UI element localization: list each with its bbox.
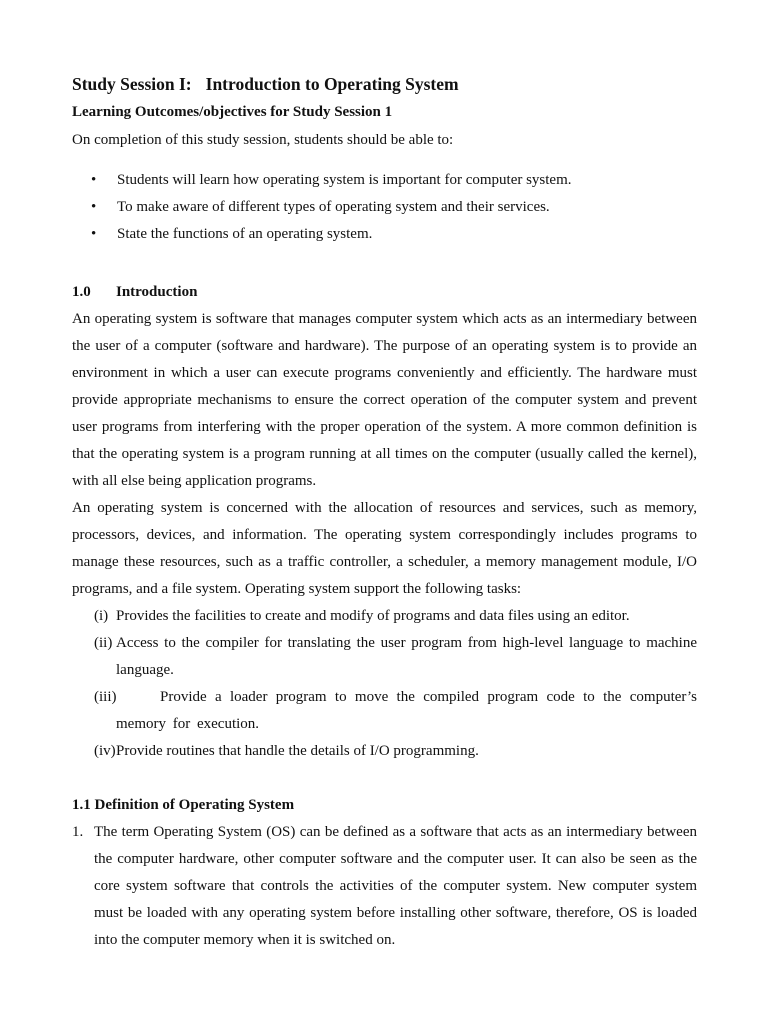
- list-item: [72, 630, 697, 684]
- bullet-icon: •: [91, 172, 97, 188]
- list-item: [72, 167, 697, 194]
- item-number: (iii): [94, 689, 117, 705]
- item-text: Provide a loader program to move the compiled program code to the computer’s memory for execution.: [116, 689, 697, 732]
- outcome-text: Students will learn how operating system is important for computer system.: [117, 172, 572, 188]
- item-number: 1.: [72, 824, 84, 840]
- item-number: (ii): [94, 635, 113, 651]
- bullet-icon: •: [91, 226, 97, 242]
- section-heading-definition: 1.1 Definition of Operating System: [72, 797, 295, 813]
- item-number: (iv): [94, 743, 116, 759]
- title-prefix: Study Session I:: [72, 74, 192, 94]
- document-page: [72, 72, 697, 954]
- definition-list: [72, 819, 697, 954]
- list-item: [72, 194, 697, 221]
- section-title: Introduction: [116, 284, 198, 300]
- list-item: [72, 603, 697, 630]
- item-text: Access to the compiler for translating the user program from high-level language to machine language.: [116, 635, 697, 678]
- item-text: The term Operating System (OS) can be defined as a software that acts as an intermediary between the computer hardware, other computer software and the computer user. It can also be seen as the core system software that controls the activities of the computer system. New computer system must be loaded with any operating system before installing other software, therefore, OS is loaded into the computer memory when it is switched on.: [94, 824, 697, 948]
- outcomes-list: [72, 167, 697, 248]
- tasks-list: [72, 603, 697, 765]
- title-main: Introduction to Operating System: [205, 74, 459, 94]
- section-heading-introduction: [72, 279, 697, 306]
- learning-outcomes-heading: Learning Outcomes/objectives for Study Session 1: [72, 104, 393, 120]
- list-item: [72, 819, 697, 954]
- bullet-icon: •: [91, 199, 97, 215]
- section-number: 1.0: [72, 284, 91, 300]
- list-item: [72, 221, 697, 248]
- item-text: Provide routines that handle the details of I/O programming.: [116, 743, 479, 759]
- outcome-text: To make aware of different types of operating system and their services.: [117, 199, 550, 215]
- page-title: [72, 72, 697, 96]
- outcome-text: State the functions of an operating system.: [117, 226, 373, 242]
- list-item: [72, 738, 697, 765]
- intro-paragraph-1: An operating system is software that manages computer system which acts as an intermediary between the user of a computer (software and hardware). The purpose of an operating system is to provide an environment in which a user can execute programs conveniently and efficiently. The hardware must provide appropriate mechanisms to ensure the correct operation of the computer system and prevent user programs from interfering with the proper operation of the system. A more common definition is that the operating system is a program running at all times on the computer (usually called the kernel), with all else being application programs.: [72, 311, 697, 489]
- intro-paragraph-2: An operating system is concerned with the allocation of resources and services, such as memory, processors, devices, and information. The operating system correspondingly includes programs to manage these resources, such as a traffic controller, a scheduler, a memory management module, I/O programs, and a file system. Operating system support the following tasks:: [72, 500, 697, 597]
- intro-line: On completion of this study session, students should be able to:: [72, 132, 454, 148]
- item-text: Provides the facilities to create and modify of programs and data files using an editor.: [116, 608, 630, 624]
- item-number: (i): [94, 608, 109, 624]
- list-item: [72, 684, 697, 738]
